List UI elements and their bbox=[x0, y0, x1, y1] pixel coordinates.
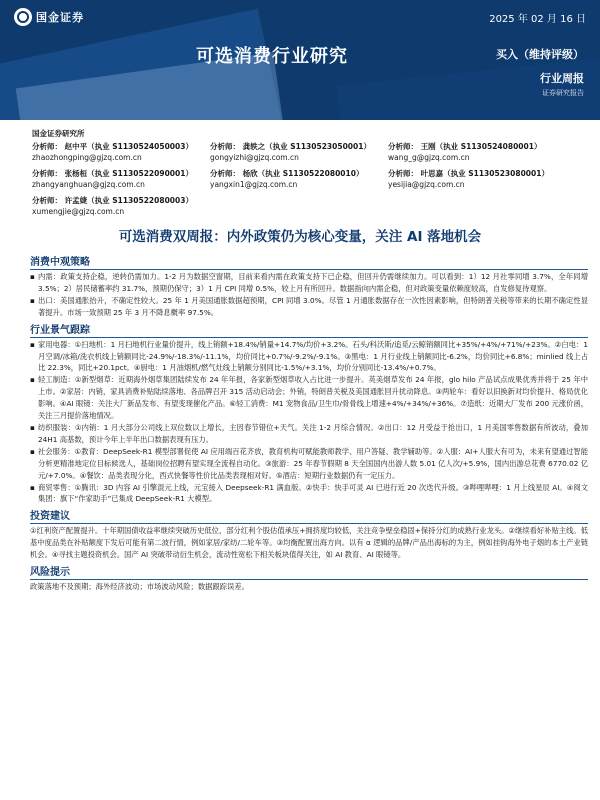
analyst-email[interactable]: xumengjie@gjzq.com.cn bbox=[32, 207, 125, 216]
section-title-macro: 消费中观策略 bbox=[30, 253, 588, 270]
report-banner bbox=[0, 0, 600, 120]
bullet-square-icon: ▪ bbox=[30, 446, 35, 456]
bullet-item bbox=[30, 422, 588, 446]
bullet-item bbox=[30, 446, 588, 482]
analyst-name: 分析师： 张杨桓（执业 S1130522090001） bbox=[32, 169, 193, 178]
rating-badge: 买入（维持评级） bbox=[496, 48, 584, 61]
page-title: 可选消费行业研究 bbox=[196, 46, 348, 67]
analyst-row bbox=[32, 168, 586, 190]
analyst-name: 分析师： 许孟婕（执业 S1130522080003） bbox=[32, 196, 193, 205]
analyst-email[interactable]: wang_g@gjzq.com.cn bbox=[388, 153, 470, 162]
bullet-square-icon: ▪ bbox=[30, 375, 35, 385]
brand-logo-icon bbox=[14, 8, 32, 26]
analyst-card bbox=[32, 168, 210, 190]
bullet-square-icon: ▪ bbox=[30, 422, 35, 432]
bullet-text: 家用电器：①扫地机：1 月扫地机行业量价提升，线上销额+18.4%/销量+14.7%/均价+3.2%。石头/科沃斯/追觅/云鲸销额同比+35%/+4%/+71%/+23%。②白电：1 月空调/冰箱/洗衣机线上销额同比-24.9%/-18.3%/-11.1%，均价同比+0.7%/-9.2%/-9.1%。③黑电：1 月行业线上销额同比-6.2%，均价同比+6.8%；minlied 线上占比 22.3%，同比+20.1pct。④厨电：1 月油烟机/燃气灶线上销额分别同比-1.5%/+3.1%，均价分别同比-13.4%/+0.7%。 bbox=[38, 339, 588, 373]
analyst-email[interactable]: gongyizhi@gjzq.com.cn bbox=[210, 153, 299, 162]
bullet-item bbox=[30, 482, 588, 506]
analyst-name: 分析师： 王刚（执业 S1130524080001） bbox=[388, 142, 542, 151]
bullet-text: 轻工制造：①新型烟草：近期海外烟草集团陆续发布 24 年年报，各家新型烟草收入占比进一步提升。英美烟草发布 24 年报，glo hilo 产品试点成果优秀并将于 25 年中上市。②家居：内销，家具消费补贴陆续落地、各品牌召开 315 活动启动会；外销，特朗普关税及美国通胀回升扰动降息。③两轮车：看好以旧换新对均价提升、格局优化影响。④AI 眼镜：关注大厂新品发布、有望变现催化产品。⑥轻工消费：M1 宠物食品/卫生巾/骨骨线上增速+4%/+34%/+36%。⑦造纸：近期大厂发布 200 元涨价函，关注三月提价落地情况。 bbox=[38, 375, 588, 421]
report-date: 2025 年 02 月 16 日 bbox=[489, 14, 586, 25]
analyst-card bbox=[388, 141, 566, 163]
bullet-text: 社会服务：①教育：DeepSeek-R1 模型部署促使 AI 应用端百花齐放，教育机构可赋能教师教学、用户答疑、教学辅助等。②人服：AI+人服大有可为，未来有望通过智能分析更精准地定位目标候选人，基础岗位招聘有望实现全流程自动化。③旅游：25 年春节假期 8 天全国国内出游人数 5.01 亿人次/+5.9%，国内出游总花费 6770.02 亿元/+7.0%。④餐饮：品类表现分化，西式快餐等性价比品类表现相对好。⑤酒店：短期行业数据仍有一定压力。 bbox=[38, 446, 588, 480]
bullet-item bbox=[30, 339, 588, 375]
analyst-email[interactable]: zhangyanghuan@gjzq.com.cn bbox=[32, 180, 145, 189]
bullet-square-icon: ▪ bbox=[30, 482, 35, 492]
bullet-square-icon: ▪ bbox=[30, 295, 35, 305]
section-title-industry: 行业景气跟踪 bbox=[30, 321, 588, 338]
analyst-card bbox=[32, 141, 210, 163]
analyst-email[interactable]: yesijia@gjzq.com.cn bbox=[388, 180, 465, 189]
brand-logo bbox=[14, 8, 84, 26]
analyst-email[interactable]: zhaozhongping@gjzq.com.cn bbox=[32, 153, 142, 162]
bullet-text: 内需：政策支持企稳，逆转仍需加力。1-2 月为数据空窗期，目前来看内需在政策支持下已企稳，但回升仍需继续加力。可以看到：1）12 月社零同增 3.7%，全年同增 3.5%；2）居民储蓄率约 31.7%，预期仍保守；3）1 月 CPI 同增 0.5%，较上月有所回升。数据指向内需企稳，但对政策变量依赖度较高，自发修复待观察。 bbox=[38, 272, 588, 293]
analyst-row bbox=[32, 141, 586, 163]
analyst-card bbox=[210, 168, 388, 190]
analyst-name: 分析师： 赵中平（执业 S1130524050003） bbox=[32, 142, 193, 151]
analyst-name: 分析师： 杨欣（执业 S1130522080010） bbox=[210, 169, 364, 178]
report-body bbox=[0, 253, 600, 593]
bullet-square-icon: ▪ bbox=[30, 272, 35, 281]
report-label: 证券研究报告 bbox=[542, 89, 584, 97]
analyst-name: 分析师： 叶思嘉（执业 S1130523080001） bbox=[388, 169, 549, 178]
risk-text: 政策落地不及预期；海外经济波动；市场波动风险；数据跟踪误差。 bbox=[30, 582, 249, 592]
bullet-item bbox=[30, 295, 588, 319]
institute-name: 国金证券研究所 bbox=[32, 129, 85, 138]
analyst-card bbox=[388, 168, 566, 190]
analyst-name: 分析师： 龚轶之（执业 S1130523050001） bbox=[210, 142, 371, 151]
section-title-advice: 投资建议 bbox=[30, 507, 588, 524]
advice-text: ①红利资产配置提升。十年期国债收益率继续突破历史低位，部分红利个股估值承压+拥挤度均较低，关注竞争壁垒稳固+保持分红的成熟行业龙头。②继续看好补贴主线。低基中度品类在补贴额度下发后可能有第二波行情，例如家居/家纺/二轮车等。③均衡配置出海方向。以有 α 逻辑的品牌/产品出海标的为主，例如挂钩海外电子烟的本土产业链机会。④寻找主题投资机会。国产 AI 突破带动衍生机会，流动性宽松下相关板块值得关注，如 AI 教育、AI 眼镜等。 bbox=[30, 526, 588, 560]
analyst-block bbox=[0, 120, 600, 217]
analyst-card bbox=[210, 141, 388, 163]
bullet-text: 纺织服装：①内销：1 月大部分公司线上双位数以上增长，主因春节错位+天气。关注 1-2 月综合情况。②出口：12 月受益于抢出口，1 月美国零售数据有所波动，叠加 24H1 高基数，预计今年上半年出口数据表现有压力。 bbox=[38, 422, 588, 444]
bullet-text: 商贸零售：①腾讯：3D 内容 AI 引擎混元上线，元宝接入 Deepseek-R1 满血版。②快手：快手可灵 AI 已进行近 20 次迭代升级。③哔哩哔哩：1 月上线星辰 AI。④阅文集团：旗下“作家助手”已集成 DeepSeek-R1 大模型。 bbox=[38, 482, 588, 504]
analyst-card bbox=[32, 195, 210, 217]
bullet-item bbox=[30, 374, 588, 422]
bullet-item bbox=[30, 271, 588, 295]
report-headline: 可选消费双周报：内外政策仍为核心变量，关注 AI 落地机会 bbox=[118, 229, 482, 245]
section-title-risk: 风险提示 bbox=[30, 563, 588, 580]
analyst-row bbox=[32, 195, 586, 217]
bullet-text: 出口：美国通胀抬升，不确定性较大。25 年 1 月美国通胀数据超预期，CPI 同增 3.0%。尽管 1 月通胀数据存在一次性因素影响，但特朗普关税等带来的长期不确定性显著提升。市场一致预期 25 年 3 月不降息概率 97.5%。 bbox=[38, 295, 588, 317]
brand-name: 国金证券 bbox=[36, 11, 84, 24]
report-type: 行业周报 bbox=[540, 72, 584, 85]
bullet-square-icon: ▪ bbox=[30, 339, 35, 349]
analyst-email[interactable]: yangxin1@gjzq.com.cn bbox=[210, 180, 298, 189]
